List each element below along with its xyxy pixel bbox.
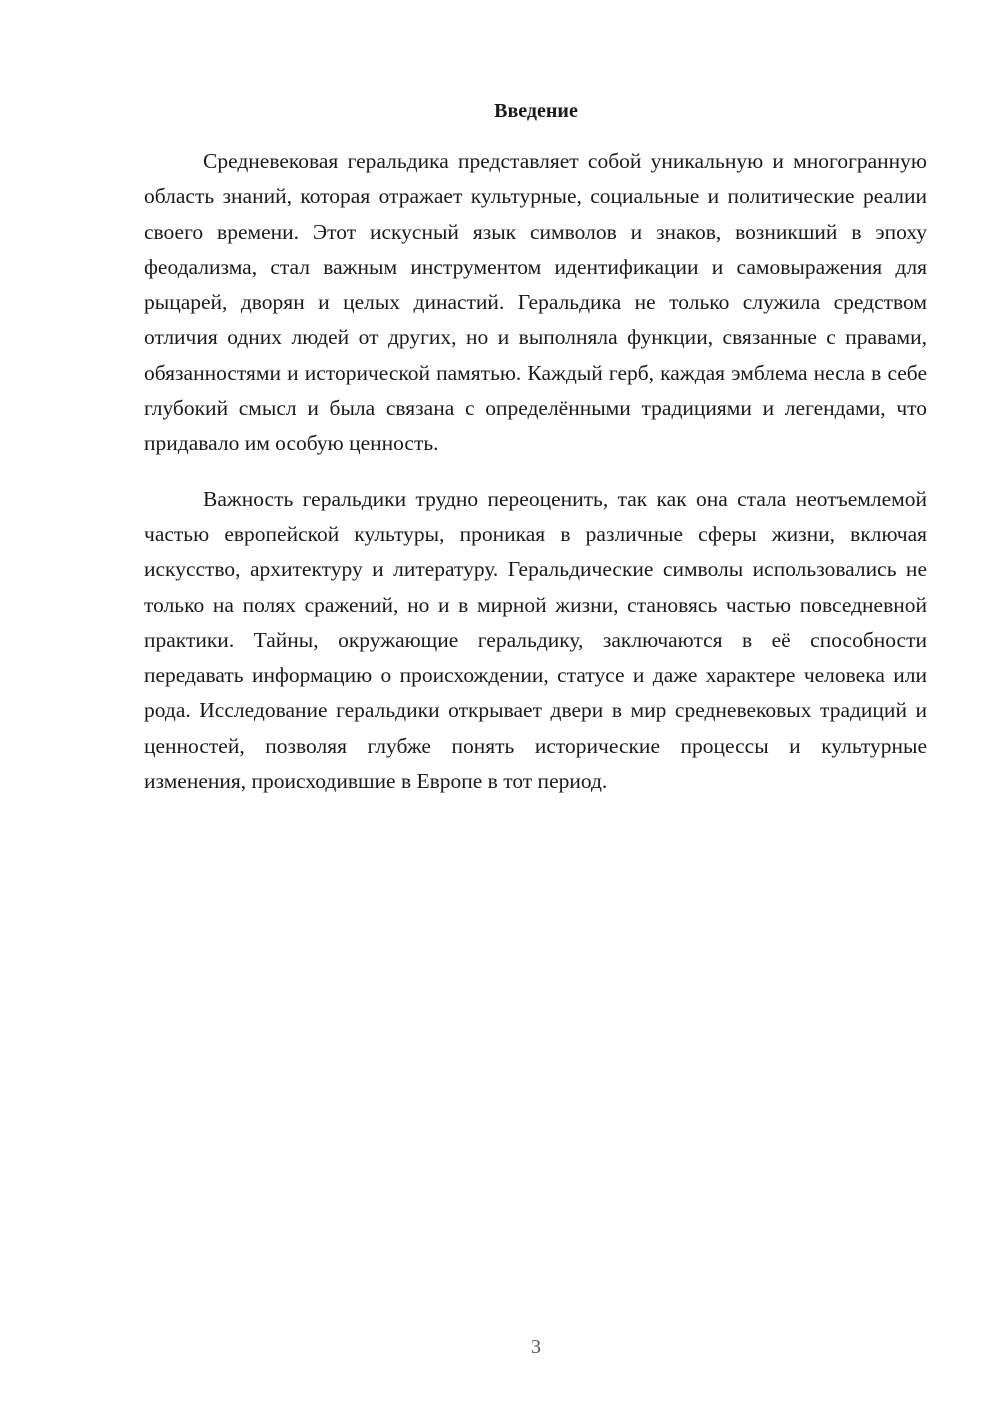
paragraph-2: Важность геральдики трудно переоценить, так как она стала неотъемлемой частью европейской культуры, проникая в различные сферы жизни, включая искусство, архитектуру и литературу. Геральдические символы использовались не только на полях сражений, но и в мирной жизни, становясь частью повседневной практики. Тайны, окружающие геральдику, заключаются в её способности передавать информацию о происхождении, статусе и даже характере человека или рода. Исследование геральдики открывает двери в мир средневековых традиций и ценностей, позволяя глубже понять исторические процессы и культурные изменения, происходившие в Европе в тот период.	[144, 486, 927, 794]
paragraph-1: Средневековая геральдика представляет собой уникальную и многогранную область знаний, которая отражает культурные, социальные и политические реалии своего времени. Этот искусный язык символов и знаков, возникший в эпоху феодализма, стал важным инструментом идентификации и самовыражения для рыцарей, дворян и целых династий. Геральдика не только служила средством отличия одних людей от других, но и выполняла функции, связанные с правами, обязанностями и исторической памятью. Каждый герб, каждая эмблема несла в себе глубокий смысл и была связана с определёнными традициями и легендами, что придавало им особую ценность.	[144, 149, 927, 456]
page-number: 3	[531, 1336, 541, 1358]
body-text	[144, 144, 927, 799]
section-title: Введение	[494, 100, 578, 122]
